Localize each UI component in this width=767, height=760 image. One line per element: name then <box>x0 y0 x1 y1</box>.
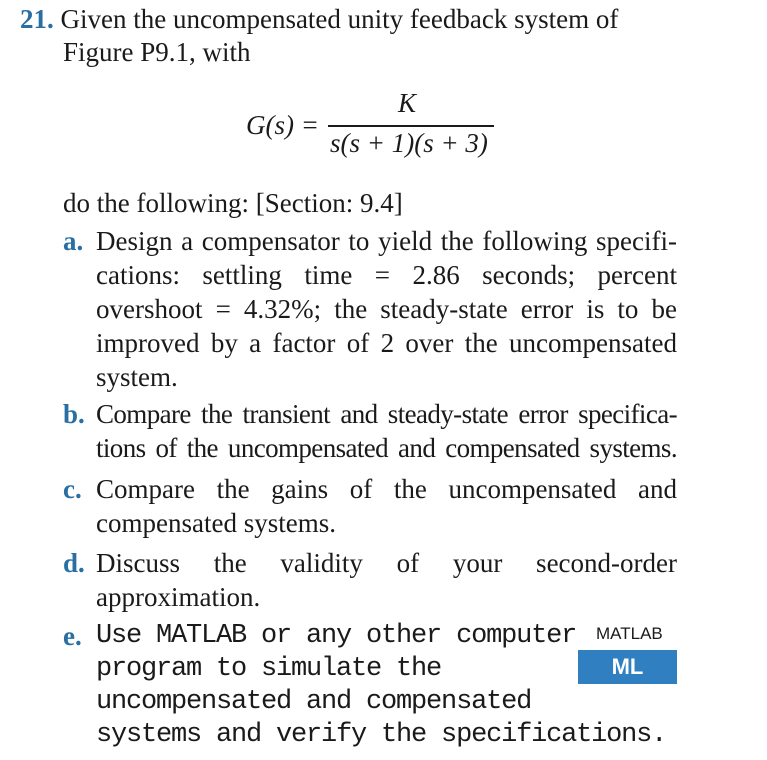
part-a-line-3: overshoot = 4.32%; the steady-state error is to be <box>96 294 677 324</box>
part-c-line-1: Compare the gains of the uncompensated and <box>96 474 677 504</box>
part-a-line-1: Design a compensator to yield the following specifi- <box>96 226 677 256</box>
equation-numerator: K <box>398 88 417 118</box>
part-e-letter: e. <box>63 621 82 651</box>
part-e-line-2: program to simulate the <box>96 654 442 684</box>
part-c-line-2: compensated systems. <box>96 508 336 538</box>
problem-header <box>20 2 618 36</box>
part-b-line-2: tions of the uncompensated and compensated systems. <box>96 433 677 463</box>
intro-line-2: Figure P9.1, with <box>63 37 251 67</box>
part-b-line-1: Compare the transient and steady-state error specifica- <box>96 399 677 429</box>
part-e-line-1: Use MATLAB or any other computer <box>96 621 577 651</box>
part-d-letter: d. <box>63 548 85 578</box>
part-d-line-1: Discuss the validity of your second-order <box>96 548 677 578</box>
part-e-line-3: uncompensated and compensated <box>96 687 532 717</box>
part-a-letter: a. <box>63 226 84 256</box>
equation-lhs: G(s) = <box>246 110 319 140</box>
problem-number: 21. <box>20 4 54 34</box>
part-a-line-2: cations: settling time = 2.86 seconds; percent <box>96 260 677 290</box>
part-e-line-4: systems and verify the specifications. <box>96 720 667 750</box>
equation-denominator: s(s + 1)(s + 3) <box>330 128 488 158</box>
fraction-bar <box>328 125 494 127</box>
transfer-function-equation <box>246 88 546 168</box>
ml-badge: ML <box>578 650 677 684</box>
part-a-line-5: system. <box>96 362 178 392</box>
instruction-text: do the following: [Section: 9.4] <box>63 188 403 218</box>
part-c-letter: c. <box>63 474 82 504</box>
matlab-tag: MATLAB <box>596 624 663 643</box>
part-d-line-2: approximation. <box>96 582 261 612</box>
part-b-letter: b. <box>63 399 85 429</box>
intro-line-1: Given the uncompensated unity feedback system of <box>60 4 619 34</box>
part-a-line-4: improved by a factor of 2 over the uncompensated <box>96 328 677 358</box>
